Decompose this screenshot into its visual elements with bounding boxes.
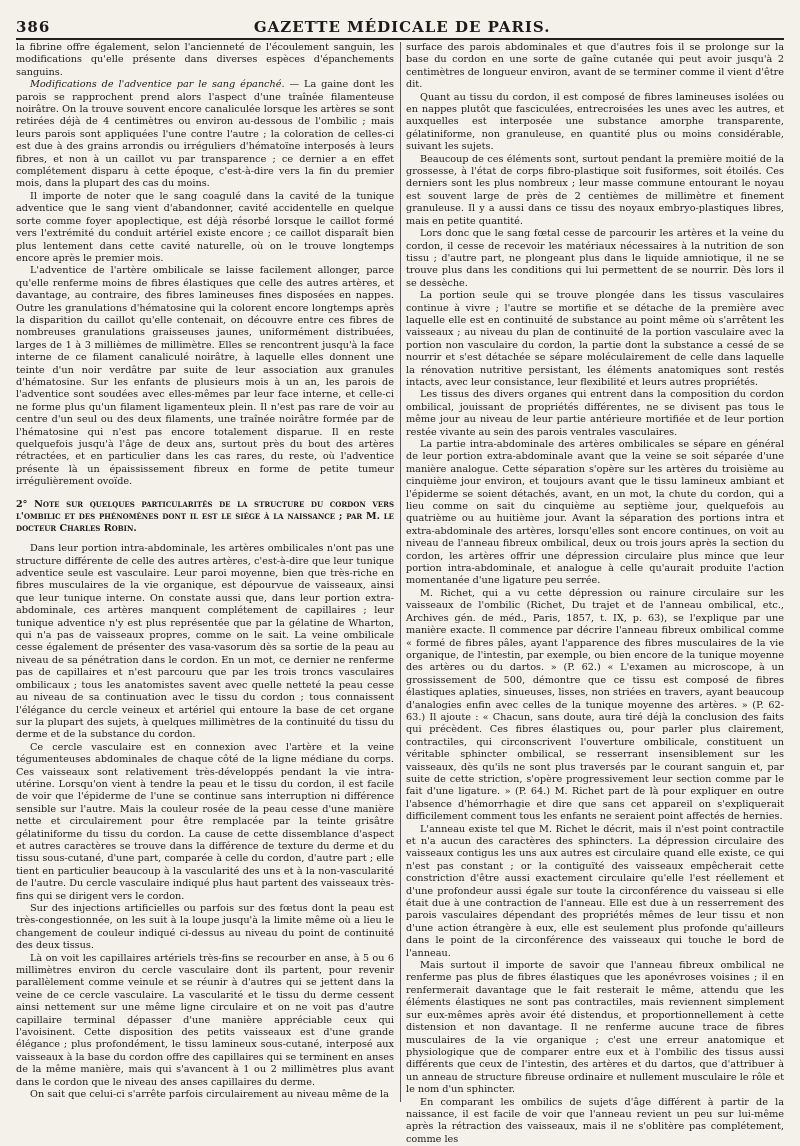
note-title: 2° Note sur quelques particularités de la structure du cordon vers l'ombilic et des phénomènes dont il est le siége à la naissance ; par M. le docteur Charles Robin.: [16, 498, 394, 535]
paragraph: Dans leur portion intra-abdominale, les artères ombilicales n'ont pas une structure différente de celle des autres artères, c'est-à-dire que leur tunique adventice seule est vasculaire. Leur paroi moyenne, bien que très-riche en fibres musculaires de la vie organique, est dépourvue de vaisseaux, ainsi que leur tunique interne. On constate aussi que, dans leur portion extra-abdominale, ces artères manquent complétement de capillaires ; leur tunique adventice n'y est plus représentée que par la gélatine de Wharton, qui n'a pas de vaisseaux propres, comme on le sait. La veine ombilicale cesse également de présenter des vasa-vasorum dès sa sortie de la peau au niveau de sa pénétration dans le cordon. En un mot, ce dernier ne renferme pas de capillaires et n'est parcouru que par les trois troncs vasculaires ombilicaux ; tous les anatomistes savent avec quelle netteté la peau cesse au niveau de sa continuation avec le tissu du cordon ; tous connaissent l'élégance du cercle veineux et artériel qui entoure la base de cet organe sur la plupart des sujets, à quelques millimètres de la continuité du tissu du derme et de la substance du cordon.: [16, 543, 394, 741]
paragraph: Quant au tissu du cordon, il est composé de fibres lamineuses isolées ou en nappes plutôt que fasciculées, entrecroisées les unes avec les autres, et auxquelles est interposée une substance amorphe transparente, gélatiniforme, non granuleuse, en quantité plus ou moins considérable, suivant les sujets.: [406, 91, 784, 153]
journal-title: GAZETTE MÉDICALE DE PARIS.: [253, 18, 551, 36]
text-columns: [16, 42, 784, 1145]
paragraph: M. Richet, qui a vu cette dépression ou rainure circulaire sur les vaisseaux de l'ombilic (Richet, Du trajet et de l'anneau ombilical, etc., Archives gén. de méd., Paris, 1857, t. IX, p. 63), se l'explique par une manière exacte. Il commence par décrire l'anneau fibreux ombilical comme « formé de fibres pâles, ayant l'apparence des fibres musculaires de la vie organique, de l'intestin, par exemple, ou bien encore de la tunique moyenne des artères ou du dartos. » (P. 62.) « L'examen au microscope, à un grossissement de 500, démontre que ce tissu est composé de fibres élastiques aplaties, sinueuses, lisses, non striées en travers, ayant beaucoup d'analogies enfin avec celles de la tunique moyenne des artères. » (P. 62-63.) Il ajoute : « Chacun, sans doute, aura tiré déjà la conclusion des faits qui précèdent. Ces fibres élastiques ou, pour parler plus clairement, contractiles, qui circonscrivent l'ouverture ombilicale, constituent un véritable sphincter ombilical, se resserrant insensiblement sur les vaisseaux, dès qu'ils ne sont plus traversés par le courant sanguin et, par suite de cette striction, s'opère progressivement leur section comme par le fait d'une ligature. » (P. 64.) M. Richet part de là pour expliquer en outre l'absence d'hémorrhagie et dire que sans cet appareil on s'expliquerait difficilement comment tous les enfants ne seraient point affectés de hernies.: [406, 587, 784, 823]
paragraph: On sait que celui-ci s'arrête parfois circulairement au niveau même de la: [30, 1089, 389, 1101]
right-column: [406, 42, 784, 1145]
column-divider: [400, 42, 401, 1102]
paragraph: Il importe de noter que le sang coagulé dans la cavité de la tunique adventice que le sang vient d'abandonner, cavité accidentelle en quelque sorte comme foyer apoplectique, est déjà résorbé lorsque le caillot formé vers l'extrémité du conduit artériel existe encore ; ce caillot disparaît bien plus lentement dans cette cavité naturelle, où on le trouve longtemps encore après le premier mois.: [16, 190, 394, 264]
page-number: 386: [16, 18, 51, 36]
paragraph: Modifications de l'adventice par le sang épanché. — La gaine dont les parois se rapprochent prend alors l'aspect d'une traînée filamenteuse noirâtre. On la trouve souvent encore canaliculée lorsque les artères se sont retirées déjà de 4 centimètres ou environ au-dessous de l'ombilic ; mais leurs parois sont appliquées l'une contre l'autre ; la coloration de celles-ci est due à des grains arrondis ou irréguliers d'hématoïne interposés à leurs fibres, et non à un caillot vu par transparence ; ce dernier a en effet complétement disparu à cette époque, c'est-à-dire vers la fin du premier mois, dans la plupart des cas du moins.: [16, 79, 394, 190]
paragraph: surface des parois abdominales et que d'autres fois il se prolonge sur la base du cordon en une sorte de gaîne cutanée qui peut avoir jusqu'à 2 centimètres de longueur environ, avant de se terminer comme il vient d'être dit.: [406, 42, 784, 91]
paragraph: L'adventice de l'artère ombilicale se laisse facilement allonger, parce qu'elle renferme moins de fibres élastiques que celle des autres artères, et davantage, au contraire, des fibres lamineuses fines disposées en nappes. Outre les granulations d'hématosine qui la colorent encore longtemps après la disparition du caillot qu'elle contenait, on découvre entre ces fibres de nombreuses granulations graisseuses jaunes, uniformément distribuées, larges de 1 à 3 millièmes de millimètre. Elles se rencontrent jusqu'à la face interne de ce filament canaliculé noirâtre, à laquelle elles donnent une teinte d'un noir verdâtre par suite de leur association aux granules d'hématosine. Sur les enfants de plusieurs mois à un an, les parois de l'adventice sont soudées avec elles-mêmes par leur face interne, et celle-ci ne forme plus qu'un filament ligamenteux plein. Il n'est pas rare de voir au centre d'un seul ou des deux filaments, une traînée noirâtre formée par de l'hématosine qui n'est pas encore totalement disparue. Il en reste quelquefois jusqu'à l'âge de deux ans, surtout près du bout des artères rétractées, et en particulier dans les cas rares, du reste, où l'adventice présente là un épaississement fibreux en forme de petite tumeur irrégulièrement ovoïde.: [16, 265, 394, 488]
paragraph: L'anneau existe tel que M. Richet le décrit, mais il n'est point contractile et n'a aucun des caractères des sphincters. La dépression circulaire des vaisseaux contigus les uns aux autres est circulaire quand elle existe, ce qui n'est pas constant ; or la contiguïté des vaisseaux empêcherait cette constriction d'être aussi exactement circulaire qu'elle l'est réellement et d'une profondeur aussi égale sur toute la circonférence du vaisseau si elle était due à une contraction de l'anneau. Elle est due à un resserrement des parois vasculaires dépendant des propriétés mêmes de leur tissu et non d'une action étrangère à eux, elle est seulement plus profonde qu'ailleurs dans le point de la circonférence des vaisseaux qui touche le bord de l'anneau.: [406, 823, 784, 959]
paragraph: Ce cercle vasculaire est en connexion avec l'artère et la veine tégumenteuses abdominales de chaque côté de la ligne médiane du corps. Ces vaisseaux sont relativement très-développés pendant la vie intra-utérine. Lorsqu'on vient à tendre la peau et le tissu du cordon, il est facile de voir que l'épiderme de l'une se continue sans interruption ni différence sensible sur l'autre. Mais la couleur rosée de la peau cesse d'une manière nette et circulairement pour être remplacée par la teinte grisâtre gélatiniforme du tissu du cordon. La cause de cette dissemblance d'aspect et autres caractères se trouve dans la différence de texture du derme et du tissu sous-cutané, d'une part, comparée à celle du cordon, d'autre part ; elle tient en particulier beaucoup à la vascularité des uns et à la non-vascularité de l'autre. Du cercle vasculaire indiqué plus haut partent des vaisseaux très-fins qui se dirigent vers le cordon.: [16, 741, 394, 902]
left-column: [16, 42, 394, 1102]
paragraph: la fibrine offre également, selon l'ancienneté de l'écoulement sanguin, les modifications qu'elle présente dans diverses espèces d'épanchements sanguins.: [16, 42, 394, 78]
page-header: [16, 12, 784, 40]
paragraph: Sur des injections artificielles ou parfois sur des fœtus dont la peau est très-congestionnée, on les suit à la loupe jusqu'à la limite même où a lieu le changement de couleur indiqué ci-dessus au niveau du point de continuité des deux tissus.: [16, 903, 394, 952]
paragraph: Là on voit les capillaires artériels très-fins se recourber en anse, à 5 ou 6 millimètres environ du cercle vasculaire dont ils partent, pour revenir parallèlement comme veinule et se réunir à d'autres qui se jettent dans la veine de ce cercle vasculaire. La vascularité et le tissu du derme cessent ainsi nettement sur une même ligne circulaire et on ne voit pas d'autre capillaire terminal dépasser d'une manière appréciable ceux qui l'avoisinent. Cette disposition des petits vaisseaux est d'une grande élégance ; plus profondément, le tissu lamineux sous-cutané, interposé aux vaisseaux à la base du cordon offre des capillaires qui se terminent en anses de la même manière, mais qui s'avancent à 1 ou 2 millimètres plus avant dans le cordon que le niveau des anses capillaires du derme.: [16, 952, 394, 1088]
paragraph: Les tissus des divers organes qui entrent dans la composition du cordon ombilical, jouissant de propriétés différentes, ne se divisent pas tous le même jour au niveau de leur partie antérieure mortifiée et de leur portion restée vivante au sein des parois ventrales vasculaires.: [406, 389, 784, 438]
page: [16, 12, 784, 1145]
paragraph: La partie intra-abdominale des artères ombilicales se sépare en général de leur portion extra-abdominale avant que la veine se soit séparée d'une manière analogue. Cette séparation s'opère sur les artères du troisième au cinquième jour environ, et toujours avant que le tissu lamineux ambiant et l'épiderme se soient détachés, avant, en un mot, la chute du cordon, qui a lieu comme on sait du cinquième au septième jour, quelquefois au quatrième ou au huitième jour. Avant la séparation des portions intra et extra-abdominale des artères, lorsqu'elles sont encore continues, on voit au niveau de l'anneau fibreux ombilical, deux ou trois jours après la section du cordon, les artères offrir une dépression circulaire plus mince que leur portion intra-abdominale, et analogue à celle qu'aurait produite l'action momentanée d'une ligature peu serrée.: [406, 439, 784, 587]
paragraph: Beaucoup de ces éléments sont, surtout pendant la première moitié de la grossesse, à l'état de corps fibro-plastique soit fusiformes, soit étoilés. Ces derniers sont les plus nombreux ; leur masse commune entourant le noyau est souvent large de près de 2 centièmes de millimètre et finement granuleuse. Il y a aussi dans ce tissu des noyaux embryo-plastiques libres, mais en petite quantité.: [406, 153, 784, 227]
paragraph: Mais surtout il importe de savoir que l'anneau fibreux ombilical ne renferme pas plus de fibres élastiques que les aponévroses voisines ; il en renfermerait davantage que le fait resterait le même, attendu que les éléments élastiques ne sont pas contractiles, mais reviennent simplement sur eux-mêmes après avoir été distendus, et proportionnellement à cette distension et non davantage. Il ne renferme aucune trace de fibres musculaires de la vie organique ; c'est une erreur anatomique et physiologique que de comparer entre eux et à l'ombilic des tissus aussi différents que ceux de l'intestin, des artères et du dartos, que d'attribuer à un anneau de structure fibreuse ordinaire et nullement musculaire le rôle et le nom d'un sphincter.: [406, 960, 784, 1096]
paragraph: La portion seule qui se trouve plongée dans les tissus vasculaires continue à vivre ; l'autre se mortifie et se détache de la première avec laquelle elle est en continuité de substance au point même où s'arrêtent les vaisseaux ; au niveau du plan de continuité de la portion vasculaire avec la portion non vasculaire du cordon, la partie dont la substance a cessé de se nourrir et s'est détachée se sépare moléculairement de celle dans laquelle la rénovation nutritive persistant, les éléments anatomiques sont restés intacts, avec leur consistance, leur flexibilité et leurs autres propriétés.: [406, 290, 784, 388]
paragraph: Lors donc que le sang fœtal cesse de parcourir les artères et la veine du cordon, il cesse de recevoir les matériaux nécessaires à la nutrition de son tissu ; d'autre part, ne plongeant plus dans le liquide amniotique, il ne se trouve plus dans les conditions qui lui permettent de se nourrir. Dès lors il se dessèche.: [406, 228, 784, 289]
paragraph: En comparant les ombilics de sujets d'âge différent à partir de la naissance, il est facile de voir que l'anneau revient un peu sur lui-même après la rétraction des vaisseaux, mais il ne s'oblitère pas complétement, comme les: [406, 1096, 784, 1145]
section-title: Modifications de l'adventice par le sang épanché.: [30, 79, 285, 91]
